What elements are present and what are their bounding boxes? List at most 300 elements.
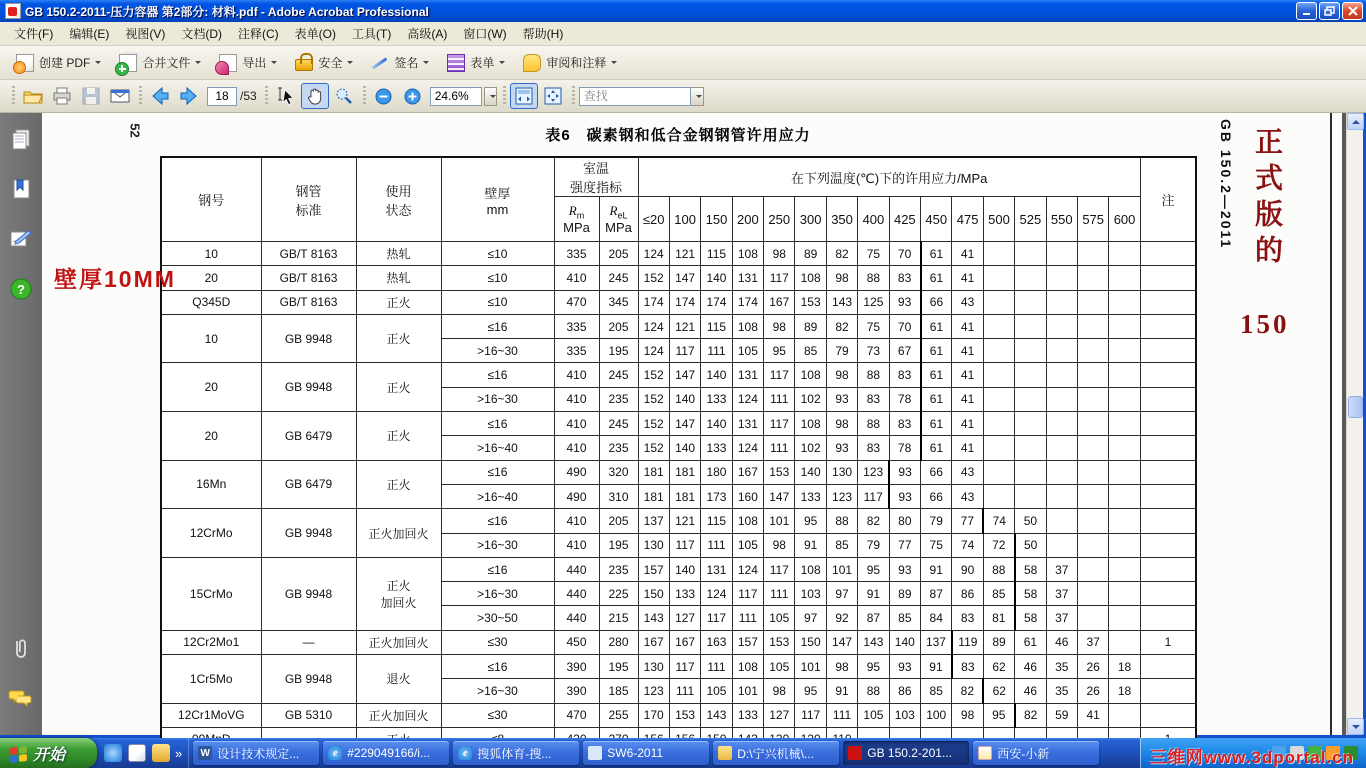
fit-page-button[interactable]: [539, 83, 567, 109]
chevron-down-icon: [195, 61, 201, 67]
cell-stress-value: [1046, 363, 1077, 387]
cell-note: [1140, 314, 1196, 338]
cell-standard: GB 9948: [261, 314, 356, 363]
fit-width-button[interactable]: [510, 83, 538, 109]
menu-item[interactable]: 视图(V): [125, 27, 166, 41]
cell-stress-value: [1077, 412, 1108, 436]
page-number-input[interactable]: [207, 87, 237, 106]
signatures-panel-icon[interactable]: [7, 225, 35, 253]
cell-steel: 15CrMo: [161, 557, 261, 630]
cell-stress-value: 85: [983, 582, 1014, 606]
table-row: [161, 630, 1196, 654]
cell-stress-value: [983, 460, 1014, 484]
cell-stress-value: 37: [1046, 606, 1077, 630]
cell-stress-value: 124: [701, 582, 732, 606]
cell-stress-value: 41: [952, 412, 983, 436]
ie-icon: e: [458, 746, 472, 760]
create-pdf-button[interactable]: [8, 49, 109, 77]
cell-stress-value: [1077, 314, 1108, 338]
cell-stress-value: [1077, 484, 1108, 508]
cell-stress-value: 37: [1077, 630, 1108, 654]
chevron-down-icon: [1352, 725, 1360, 733]
cell-stress-value: 83: [952, 655, 983, 679]
cell-stress-value: 95: [764, 339, 795, 363]
cell-state: 正火: [356, 363, 441, 412]
col-header-temp-value: 575: [1077, 197, 1108, 242]
cell-stress-value: [1046, 387, 1077, 411]
cell-stress-value: 125: [858, 290, 889, 314]
side-standard-label: GB 150.2—2011: [1218, 119, 1234, 250]
cell-stress-value: 61: [921, 339, 952, 363]
cell-stress-value: 78: [889, 387, 920, 411]
pages-panel-icon[interactable]: [7, 125, 35, 153]
cell-stress-value: 115: [701, 242, 732, 266]
comments-panel-icon[interactable]: [7, 685, 35, 713]
red-annotation: 壁厚10MM: [54, 266, 176, 292]
table-row: [161, 266, 1196, 290]
cell-stress-value: 143: [701, 703, 732, 727]
cell-stress-value: [983, 339, 1014, 363]
table-row: [161, 363, 1196, 387]
cell-stress-value: 100: [921, 703, 952, 727]
table-row: [161, 655, 1196, 679]
cell-stress-value: 46: [1015, 679, 1046, 703]
minimize-button[interactable]: [1296, 2, 1317, 20]
col-header-strength-symbol: $R_m$ MPa: [554, 197, 599, 242]
cell-stress-value: 58: [1015, 606, 1046, 630]
cell-stress-value: 173: [701, 484, 732, 508]
print-button[interactable]: [48, 83, 76, 109]
cell-stress-value: 121: [669, 509, 700, 533]
cell-stress-value: 101: [732, 679, 763, 703]
col-header-steel: 钢号: [161, 157, 261, 242]
taskbar-button[interactable]: [973, 741, 1099, 765]
export-button[interactable]: [211, 49, 285, 77]
zoom-level-dropdown[interactable]: [484, 87, 497, 106]
cell-stress-value: 75: [921, 533, 952, 557]
menu-item[interactable]: 编辑(E): [69, 27, 110, 41]
select-tool-button[interactable]: [272, 83, 300, 109]
toolbar-grip: [363, 86, 366, 106]
cell-stress-value: 95: [795, 679, 826, 703]
cell-rm: 410: [554, 266, 599, 290]
cell-stress-value: 41: [952, 242, 983, 266]
cell-state: 热轧: [356, 242, 441, 266]
cell-stress-value: 108: [795, 363, 826, 387]
cell-stress-value: [1015, 460, 1046, 484]
cell-stress-value: 85: [921, 679, 952, 703]
cell-stress-value: 117: [701, 606, 732, 630]
quicklaunch-overflow-chevron[interactable]: »: [175, 745, 183, 761]
next-page-button[interactable]: [175, 83, 203, 109]
cell-rel: 245: [599, 363, 638, 387]
cell-stress-value: [1015, 290, 1046, 314]
document-page[interactable]: [42, 113, 1342, 735]
cell-standard: GB 9948: [261, 557, 356, 630]
cell-stress-value: 73: [858, 339, 889, 363]
cell-stress-value: 123: [826, 484, 857, 508]
cell-rel: 235: [599, 436, 638, 460]
create-pdf-icon: [16, 54, 34, 72]
chevron-down-icon: [95, 61, 101, 67]
cell-stress-value: 46: [1046, 630, 1077, 654]
cell-steel: 16Mn: [161, 460, 261, 509]
cell-rm: 440: [554, 582, 599, 606]
cell-standard: GB 5310: [261, 703, 356, 727]
find-dropdown-button[interactable]: [691, 87, 704, 106]
toolbar-grip: [139, 86, 142, 106]
taskbar-button[interactable]: [843, 741, 969, 765]
cell-stress-value: 78: [889, 436, 920, 460]
cell-stress-value: [1109, 314, 1140, 338]
cell-stress-value: [983, 266, 1014, 290]
cell-stress-value: 88: [858, 363, 889, 387]
cell-state: 正火: [356, 314, 441, 363]
sign-icon: [371, 54, 389, 72]
cell-note: [1140, 412, 1196, 436]
cell-stress-value: 117: [669, 339, 700, 363]
cell-stress-value: 167: [732, 460, 763, 484]
cell-stress-value: 124: [638, 242, 669, 266]
cell-stress-value: 124: [732, 436, 763, 460]
toolbar-button-label: 签名: [394, 56, 419, 70]
cell-rel: 310: [599, 484, 638, 508]
cell-note: [1140, 679, 1196, 703]
cell-stress-value: 85: [795, 339, 826, 363]
table-row: [161, 460, 1196, 484]
attachments-panel-icon[interactable]: [7, 635, 35, 663]
menu-item[interactable]: 工具(T): [352, 27, 392, 41]
cell-stress-value: [1077, 436, 1108, 460]
cell-stress-value: 87: [858, 606, 889, 630]
cell-stress-value: 130: [638, 655, 669, 679]
cell-thickness: ≤30: [441, 630, 554, 654]
toolbar-button-label: 合并文件: [142, 56, 191, 70]
cell-rm: 440: [554, 606, 599, 630]
cell-rm: 410: [554, 509, 599, 533]
cell-stress-value: 174: [669, 290, 700, 314]
cell-stress-value: 83: [889, 363, 920, 387]
cell-stress-value: 80: [889, 509, 920, 533]
cell-stress-value: 152: [638, 387, 669, 411]
cell-stress-value: [1109, 266, 1140, 290]
cell-stress-value: 77: [952, 509, 983, 533]
chevron-down-icon: [499, 61, 505, 67]
cell-stress-value: 91: [858, 582, 889, 606]
cell-stress-value: 98: [952, 703, 983, 727]
cell-stress-value: 92: [826, 606, 857, 630]
cell-stress-value: 46: [1015, 655, 1046, 679]
cell-stress-value: 98: [764, 533, 795, 557]
cell-stress-value: 43: [952, 460, 983, 484]
cell-stress-value: 98: [826, 266, 857, 290]
bookmarks-panel-icon[interactable]: [7, 175, 35, 203]
taskbar-button[interactable]: [193, 741, 319, 765]
cell-stress-value: 167: [764, 290, 795, 314]
table-row: [161, 412, 1196, 436]
cell-stress-value: 163: [701, 630, 732, 654]
cell-stress-value: 95: [795, 509, 826, 533]
cell-stress-value: 18: [1109, 655, 1140, 679]
toolbar-button-label: 安全: [318, 56, 343, 70]
close-button[interactable]: [1342, 2, 1363, 20]
zoom-level-value[interactable]: 24.6%: [430, 87, 482, 106]
cell-stress-value: [1015, 363, 1046, 387]
cell-stress-value: 111: [826, 703, 857, 727]
cell-stress-value: 123: [858, 460, 889, 484]
cell-steel: Q345D: [161, 290, 261, 314]
cell-state: 正火: [356, 460, 441, 509]
cell-stress-value: 41: [952, 387, 983, 411]
cell-stress-value: 124: [732, 557, 763, 581]
hand-tool-button[interactable]: [301, 83, 329, 109]
taskbar-button[interactable]: [453, 741, 579, 765]
taskbar-button[interactable]: [323, 741, 449, 765]
menu-item[interactable]: 高级(A): [407, 27, 448, 41]
cell-stress-value: 18: [1109, 679, 1140, 703]
cell-stress-value: 98: [764, 679, 795, 703]
cell-stress-value: 108: [732, 242, 763, 266]
restore-button[interactable]: [1319, 2, 1340, 20]
find-field-group: [579, 87, 704, 106]
cell-note: [1140, 339, 1196, 363]
cell-thickness: >16~30: [441, 679, 554, 703]
cell-steel: 20: [161, 363, 261, 412]
open-button[interactable]: [19, 83, 47, 109]
col-header-temp-value: 250: [764, 197, 795, 242]
cell-state: 正火加回火: [356, 509, 441, 558]
menu-item[interactable]: 注释(C): [238, 27, 279, 41]
cell-stress-value: 108: [795, 412, 826, 436]
cell-stress-value: 108: [795, 266, 826, 290]
start-button[interactable]: [0, 738, 97, 768]
cell-thickness: ≤10: [441, 290, 554, 314]
cell-stress-value: [1109, 703, 1140, 727]
scroll-up-button[interactable]: [1347, 113, 1364, 130]
scrollbar-thumb[interactable]: [1348, 396, 1363, 418]
cell-rel: 205: [599, 314, 638, 338]
cell-stress-value: [1077, 363, 1108, 387]
zoom-out-button[interactable]: [370, 83, 398, 109]
find-input[interactable]: [579, 87, 691, 106]
cell-stress-value: 111: [701, 339, 732, 363]
cell-stress-value: 87: [921, 582, 952, 606]
cell-stress-value: 91: [826, 679, 857, 703]
cell-stress-value: [1046, 509, 1077, 533]
ie-icon: e: [328, 746, 342, 760]
taskbar: [0, 738, 1366, 768]
cell-stress-value: 160: [732, 484, 763, 508]
taskbar-button[interactable]: [583, 741, 709, 765]
cell-stress-value: [1109, 630, 1140, 654]
cell-stress-value: 117: [732, 582, 763, 606]
cell-stress-value: 91: [921, 655, 952, 679]
cell-stress-value: 85: [889, 606, 920, 630]
cell-thickness: ≤16: [441, 412, 554, 436]
cell-stress-value: [1077, 582, 1108, 606]
table-row: [161, 557, 1196, 581]
cell-stress-value: 61: [921, 242, 952, 266]
vertical-scrollbar[interactable]: [1346, 113, 1363, 735]
cell-stress-value: 121: [669, 242, 700, 266]
menu-item[interactable]: 表单(O): [294, 27, 336, 41]
cell-stress-value: 111: [764, 582, 795, 606]
sign-button[interactable]: [363, 49, 437, 77]
cell-stress-value: 86: [952, 582, 983, 606]
cell-stress-value: 88: [858, 266, 889, 290]
cell-rm: 335: [554, 314, 599, 338]
cell-rel: 345: [599, 290, 638, 314]
review-comment-button[interactable]: [515, 49, 625, 77]
cell-standard: GB/T 8163: [261, 290, 356, 314]
cell-stress-value: [1077, 266, 1108, 290]
menu-item[interactable]: 文档(D): [181, 27, 222, 41]
cell-note: 1: [1140, 630, 1196, 654]
cell-stress-value: 124: [732, 387, 763, 411]
cell-stress-value: 180: [701, 460, 732, 484]
cell-stress-value: 111: [669, 679, 700, 703]
menu-item[interactable]: 文件(F): [14, 27, 54, 41]
cell-stress-value: 82: [826, 314, 857, 338]
cell-stress-value: [983, 363, 1014, 387]
save-button[interactable]: [77, 83, 105, 109]
cell-stress-value: 147: [826, 630, 857, 654]
cell-stress-value: [1015, 436, 1046, 460]
cell-stress-value: 133: [795, 484, 826, 508]
cell-stress-value: [983, 387, 1014, 411]
cell-stress-value: 61: [921, 387, 952, 411]
cell-stress-value: 140: [795, 460, 826, 484]
cell-stress-value: [1077, 290, 1108, 314]
cell-stress-value: 41: [952, 436, 983, 460]
cell-stress-value: [983, 436, 1014, 460]
cell-stress-value: 74: [983, 509, 1014, 533]
col-header-temp-value: 475: [952, 197, 983, 242]
help-panel-icon[interactable]: [7, 275, 35, 303]
cell-stress-value: 82: [826, 242, 857, 266]
cell-rm: 450: [554, 630, 599, 654]
zoom-marquee-tool-button[interactable]: [330, 83, 358, 109]
col-header-temp-value: 525: [1015, 197, 1046, 242]
cell-stress-value: 117: [764, 266, 795, 290]
acrobat-app-icon: [5, 3, 21, 19]
email-button[interactable]: [106, 83, 134, 109]
cell-thickness: ≤16: [441, 655, 554, 679]
cell-stress-value: [1109, 242, 1140, 266]
cell-stress-value: 119: [952, 630, 983, 654]
navigation-panel: [0, 113, 42, 735]
table-title: 表6 碳素钢和低合金钢钢管许用应力: [545, 127, 811, 144]
cell-rel: 185: [599, 679, 638, 703]
cell-stress-value: [1046, 266, 1077, 290]
side-red-vertical-text: 正式版的: [1251, 127, 1282, 271]
folder-icon[interactable]: [152, 744, 170, 762]
notepad-icon: [978, 746, 992, 760]
cell-stress-value: 83: [952, 606, 983, 630]
forms-button[interactable]: [439, 49, 513, 77]
cell-stress-value: 152: [638, 412, 669, 436]
cell-rm: 470: [554, 290, 599, 314]
cell-thickness: ≤16: [441, 509, 554, 533]
cell-state: 热轧: [356, 266, 441, 290]
cell-stress-value: 79: [921, 509, 952, 533]
menu-item[interactable]: 窗口(W): [463, 27, 507, 41]
cell-stress-value: [983, 242, 1014, 266]
cell-stress-value: 130: [638, 533, 669, 557]
pdf-icon: [848, 746, 862, 760]
cell-stress-value: 143: [826, 290, 857, 314]
taskbar-button[interactable]: [713, 741, 839, 765]
export-icon: [219, 54, 237, 72]
table-row: [161, 509, 1196, 533]
cell-standard: GB 9948: [261, 363, 356, 412]
cell-stress-value: 103: [795, 582, 826, 606]
toolbar-grip: [572, 86, 575, 106]
cell-stress-value: 117: [764, 363, 795, 387]
cell-stress-value: 117: [764, 412, 795, 436]
cell-note: [1140, 509, 1196, 533]
cell-stress-value: 170: [638, 703, 669, 727]
chevron-down-icon: [611, 61, 617, 67]
scroll-down-button[interactable]: [1347, 718, 1364, 735]
previous-page-button[interactable]: [146, 83, 174, 109]
taskbar-button-label: 搜狐体育-搜...: [477, 746, 552, 761]
cell-stress-value: 82: [858, 509, 889, 533]
cell-stress-value: 124: [638, 339, 669, 363]
chevron-down-icon: [696, 95, 702, 101]
cell-stress-value: [983, 290, 1014, 314]
cell-stress-value: 117: [858, 484, 889, 508]
cell-note: [1140, 363, 1196, 387]
quicklaunch-app-icon[interactable]: [128, 744, 146, 762]
cell-thickness: ≤16: [441, 460, 554, 484]
cell-stress-value: [1046, 412, 1077, 436]
toolbar-button-label: 表单: [470, 56, 495, 70]
zoom-in-button[interactable]: [399, 83, 427, 109]
cell-stress-value: [1109, 606, 1140, 630]
cell-rm: 490: [554, 484, 599, 508]
cell-stress-value: 41: [1077, 703, 1108, 727]
cell-note: [1140, 655, 1196, 679]
cell-thickness: ≤30: [441, 703, 554, 727]
cell-note: [1140, 582, 1196, 606]
toolbar-grip: [265, 86, 268, 106]
chevron-up-icon: [1352, 116, 1360, 124]
cell-stress-value: [1109, 582, 1140, 606]
cell-steel: 10: [161, 314, 261, 363]
cell-stress-value: 111: [732, 606, 763, 630]
page-edge-line: [1330, 113, 1332, 735]
col-header-thickness: 壁厚 mm: [441, 157, 554, 242]
cell-thickness: >16~40: [441, 484, 554, 508]
menu-item[interactable]: 帮助(H): [522, 27, 564, 41]
cell-stress-value: [1077, 339, 1108, 363]
cell-stress-value: 89: [795, 242, 826, 266]
cell-stress-value: 88: [858, 412, 889, 436]
cell-stress-value: 89: [983, 630, 1014, 654]
cell-stress-value: 61: [921, 266, 952, 290]
cell-stress-value: 140: [701, 363, 732, 387]
secure-button[interactable]: [287, 49, 361, 77]
taskbar-button-label: SW6-2011: [607, 746, 664, 760]
combine-files-button[interactable]: [111, 49, 209, 77]
cell-stress-value: [1109, 533, 1140, 557]
col-header-temp-value: 200: [732, 197, 763, 242]
ie-icon[interactable]: [104, 744, 122, 762]
cell-stress-value: 97: [826, 582, 857, 606]
cell-stress-value: 79: [826, 339, 857, 363]
file-toolbar: [0, 80, 1366, 113]
